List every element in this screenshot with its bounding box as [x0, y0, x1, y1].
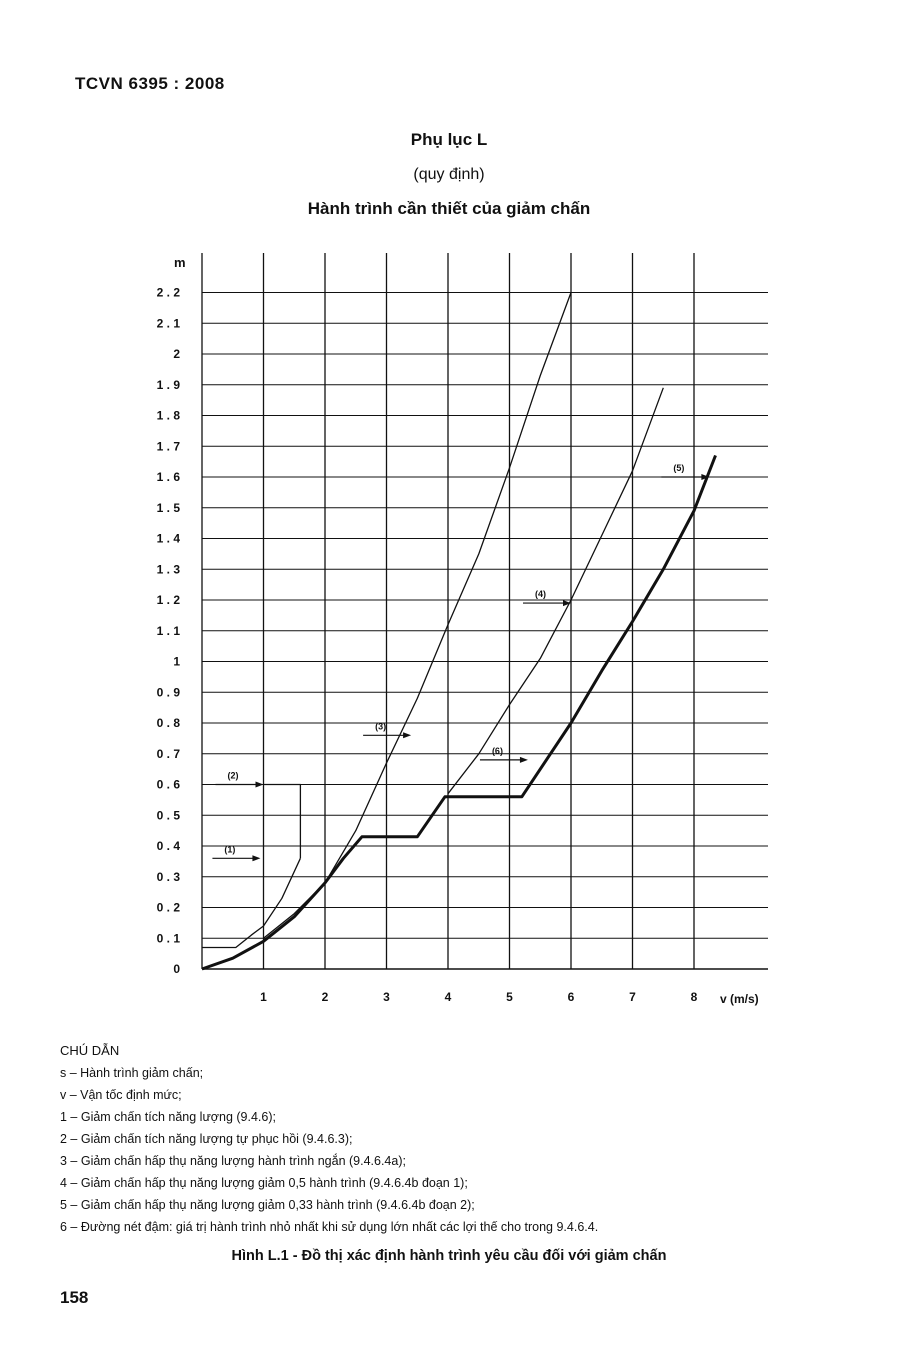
y-tick-label: 2 . 2	[156, 285, 180, 300]
x-tick-label: 6	[567, 990, 575, 1004]
curve-label-2: (2)	[227, 770, 239, 781]
legend-item-v: v – Vận tốc định mức;	[60, 1088, 182, 1102]
legend-title: CHÚ DẪN	[60, 1043, 120, 1058]
y-tick-label: 1 . 4	[156, 531, 180, 546]
standard-code: TCVN 6395 : 2008	[75, 74, 225, 93]
y-tick-label: 0 . 7	[156, 746, 180, 761]
x-tick-label: 5	[506, 990, 513, 1004]
y-tick-label: 0 . 3	[156, 869, 180, 884]
y-tick-label: 1 . 9	[156, 377, 180, 392]
legend-item-2: 2 – Giảm chấn tích năng lượng tự phục hồi (9.4.6.3);	[60, 1132, 353, 1146]
label-arrow	[256, 782, 264, 788]
series-line-4	[448, 388, 663, 794]
x-tick-labels	[260, 990, 698, 1004]
y-tick-label: 0 . 9	[156, 685, 180, 700]
legend	[60, 1040, 860, 1238]
y-tick-labels	[157, 286, 181, 977]
curve-label-4: (4)	[535, 589, 546, 600]
y-tick-label: 1 . 8	[156, 408, 180, 423]
legend-item-s: s – Hành trình giảm chấn;	[60, 1066, 204, 1080]
label-arrow	[403, 732, 411, 738]
series-line-3	[264, 293, 572, 939]
curve-label-5: (5)	[673, 463, 685, 473]
annex-heading: Hành trình cần thiết của giảm chấn	[307, 199, 591, 218]
x-tick-label: 3	[383, 990, 390, 1004]
x-tick-label: 1	[260, 990, 267, 1004]
y-tick-label: 1 . 6	[156, 470, 180, 484]
curve-label-marks	[212, 463, 709, 861]
legend-item-5: 5 – Giảm chấn hấp thụ năng lượng giảm 0,33 hành trình (9.4.6.4b đoạn 2);	[60, 1198, 475, 1212]
y-tick-label: 1	[173, 654, 180, 669]
legend-item-4: 4 – Giảm chấn hấp thụ năng lượng giảm 0,5 hành trình (9.4.6.4b đoạn 1);	[60, 1176, 468, 1190]
y-tick-label: 1 . 2	[156, 593, 180, 607]
y-tick-label: 1 . 3	[156, 562, 180, 577]
y-axis-label: m	[174, 255, 186, 270]
y-tick-label: 0 . 2	[156, 900, 180, 915]
y-tick-label: 2	[173, 347, 180, 361]
y-tick-label: 1 . 1	[156, 623, 180, 638]
curve-label-3: (3)	[375, 721, 387, 732]
series-line-6	[202, 456, 716, 970]
annex-title: Phụ lục L	[410, 130, 488, 149]
series-line-5	[522, 456, 716, 797]
damper-stroke-chart	[150, 245, 790, 1015]
label-arrow	[252, 855, 260, 861]
figure-caption: Hình L.1 - Đồ thị xác định hành trình yêu cầu đối với giảm chấn	[231, 1248, 667, 1264]
chart-grid	[202, 253, 768, 969]
y-tick-label: 2 . 1	[156, 316, 180, 331]
series-line-1	[202, 858, 300, 947]
series-line-2	[264, 785, 301, 859]
page-number: 158	[60, 1288, 89, 1307]
y-tick-label: 0 . 6	[156, 777, 180, 792]
x-axis-label: v (m/s)	[720, 992, 759, 1006]
legend-item-3: 3 – Giảm chấn hấp thụ năng lượng hành trình ngắn (9.4.6.4a);	[60, 1154, 406, 1168]
x-tick-label: 2	[321, 990, 329, 1004]
x-tick-label: 8	[690, 990, 698, 1004]
y-tick-label: 0 . 4	[156, 839, 180, 853]
x-tick-label: 7	[629, 990, 636, 1004]
legend-item-6: 6 – Đường nét đậm: giá trị hành trình nhỏ nhất khi sử dụng lớn nhất các lợi thế cho trong 9.4.6.4.	[60, 1220, 599, 1234]
y-tick-label: 1 . 7	[156, 439, 180, 454]
curve-label-1: (1)	[224, 844, 236, 855]
label-arrow	[520, 757, 528, 763]
y-tick-label: 1 . 5	[156, 500, 180, 515]
x-tick-label: 4	[444, 990, 452, 1004]
y-tick-label: 0 . 5	[156, 808, 180, 823]
legend-item-1: 1 – Giảm chấn tích năng lượng (9.4.6);	[60, 1110, 276, 1124]
y-tick-label: 0 . 1	[156, 931, 180, 946]
curve-label-6: (6)	[491, 745, 503, 756]
annex-type: (quy định)	[413, 166, 485, 183]
y-tick-label: 0 . 8	[156, 716, 180, 730]
y-tick-label: 0	[173, 962, 180, 976]
